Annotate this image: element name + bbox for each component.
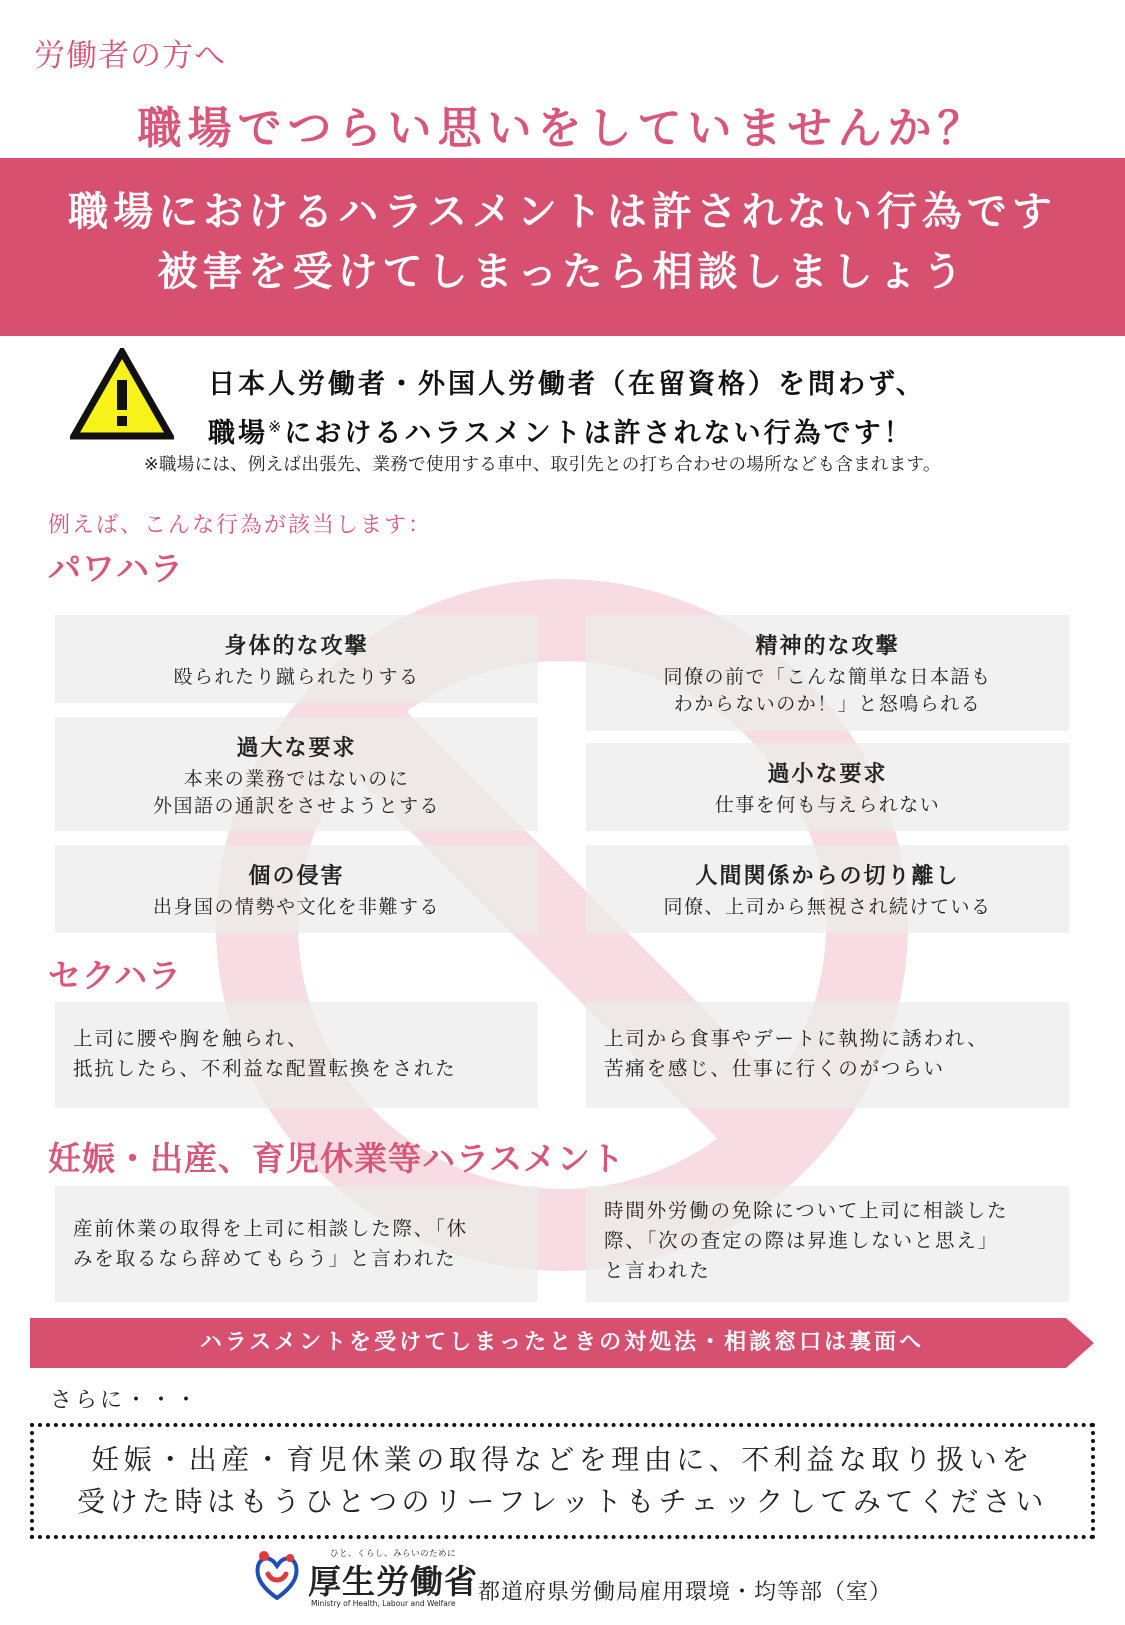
card-title: 人間関係からの切り離し: [695, 864, 960, 889]
main-banner: [0, 158, 1125, 336]
card-description: 外国語の通訳をさせようとする: [152, 795, 440, 817]
card-description: 仕事を何も与えられない: [714, 794, 941, 816]
notice-line-2-pre: 職場: [208, 418, 268, 449]
card-description: 本来の業務ではないのに: [183, 768, 410, 790]
section-title-sexual-harassment: セクハラ: [48, 956, 183, 995]
notice-line-1: 日本人労働者・外国人労働者（在留資格）を問わず、: [208, 369, 926, 400]
banner-line-2: 被害を受けてしまったら相談しましょう: [157, 249, 968, 295]
card-description: 際、「次の査定の際は昇進しないと思え」: [604, 1229, 999, 1252]
mhlw-logo-icon: [254, 1548, 300, 1600]
notice-footnote-mark: ※: [268, 417, 285, 436]
arrow-banner-text: ハラスメントを受けてしまったときの対処法・相談窓口は裏面へ: [199, 1330, 925, 1355]
headline: 職場でつらい思いをしていませんか？: [137, 103, 988, 154]
see-reverse-arrow-banner: [30, 1318, 1094, 1368]
notice-line-2: [208, 406, 926, 455]
card-description: 産前休業の取得を上司に相談した際、「休: [73, 1217, 468, 1240]
card-maternity-example-1: [55, 1186, 538, 1302]
ministry-name-en: Ministry of Health, Labour and Welfare: [311, 1599, 456, 1608]
card-sexual-example-2: [586, 1002, 1069, 1108]
other-leaflet-line-2: 受けた時はもうひとつのリーフレットもチェックしてみてください: [77, 1485, 1048, 1518]
card-excessive-demand: [55, 717, 538, 831]
card-mental-attack: [586, 615, 1069, 731]
card-description: みを取るなら辞めてもらう」と言われた: [73, 1247, 457, 1270]
eyebrow-text: 労働者の方へ: [34, 38, 226, 74]
card-title: 過小な要求: [767, 762, 888, 787]
other-leaflet-box: [30, 1423, 1095, 1539]
examples-intro: 例えば、こんな行為が該当します：: [48, 513, 433, 538]
card-description: 抵抗したら、不利益な配置転換をされた: [73, 1057, 457, 1080]
warning-triangle-icon: [70, 348, 174, 440]
card-insufficient-demand: [586, 743, 1069, 831]
card-description: 同僚の前で「こんな簡単な日本語も: [663, 666, 992, 688]
ministry-tagline: ひと、くらし、みらいのために: [330, 1549, 457, 1559]
card-sexual-example-1: [55, 1002, 538, 1108]
card-physical-attack: [55, 615, 538, 703]
card-description: 殴られたり蹴られたりする: [173, 666, 420, 688]
other-leaflet-line-1: 妊娠・出産・育児休業の取得などを理由に、不利益な取り扱いを: [91, 1443, 1034, 1476]
notice-line-2-post: におけるハラスメントは許されない行為です！: [284, 418, 914, 449]
card-isolation: [586, 845, 1069, 933]
card-description: わからないのか！」と怒鳴られる: [673, 693, 982, 715]
card-title: 精神的な攻撃: [755, 634, 900, 659]
section-title-maternity-harassment: 妊娠・出産、育児休業等ハラスメント: [48, 1139, 626, 1178]
card-description: 出身国の情勢や文化を非難する: [152, 896, 440, 918]
notice-footnote: ※職場には、例えば出張先、業務で使用する車中、取引先との打ち合わせの場所なども含まれます。: [144, 455, 941, 475]
further-label: さらに・・・: [50, 1388, 201, 1413]
card-description: 苦痛を感じ、仕事に行くのがつらい: [604, 1057, 945, 1080]
card-title: 個の侵害: [248, 864, 345, 889]
ministry-name-jp: 厚生労働省: [308, 1562, 478, 1601]
card-description: 時間外労働の免除について上司に相談した: [604, 1199, 1009, 1222]
section-title-power-harassment: パワハラ: [48, 549, 184, 588]
card-description: 同僚、上司から無視され続けている: [663, 896, 992, 918]
card-maternity-example-2: [586, 1186, 1069, 1302]
card-title: 過大な要求: [236, 736, 357, 761]
card-privacy-invasion: [55, 845, 538, 933]
card-title: 身体的な攻撃: [224, 634, 369, 659]
card-description: 上司から食事やデートに執拗に誘われ、: [604, 1027, 989, 1050]
contact-office: 都道府県労働局雇用環境・均等部（室）: [478, 1580, 893, 1605]
card-description: と言われた: [604, 1259, 711, 1282]
card-description: 上司に腰や胸を触られ、: [73, 1027, 309, 1050]
notice-text: [208, 364, 926, 455]
banner-line-1: 職場におけるハラスメントは許されない行為です: [68, 189, 1057, 235]
